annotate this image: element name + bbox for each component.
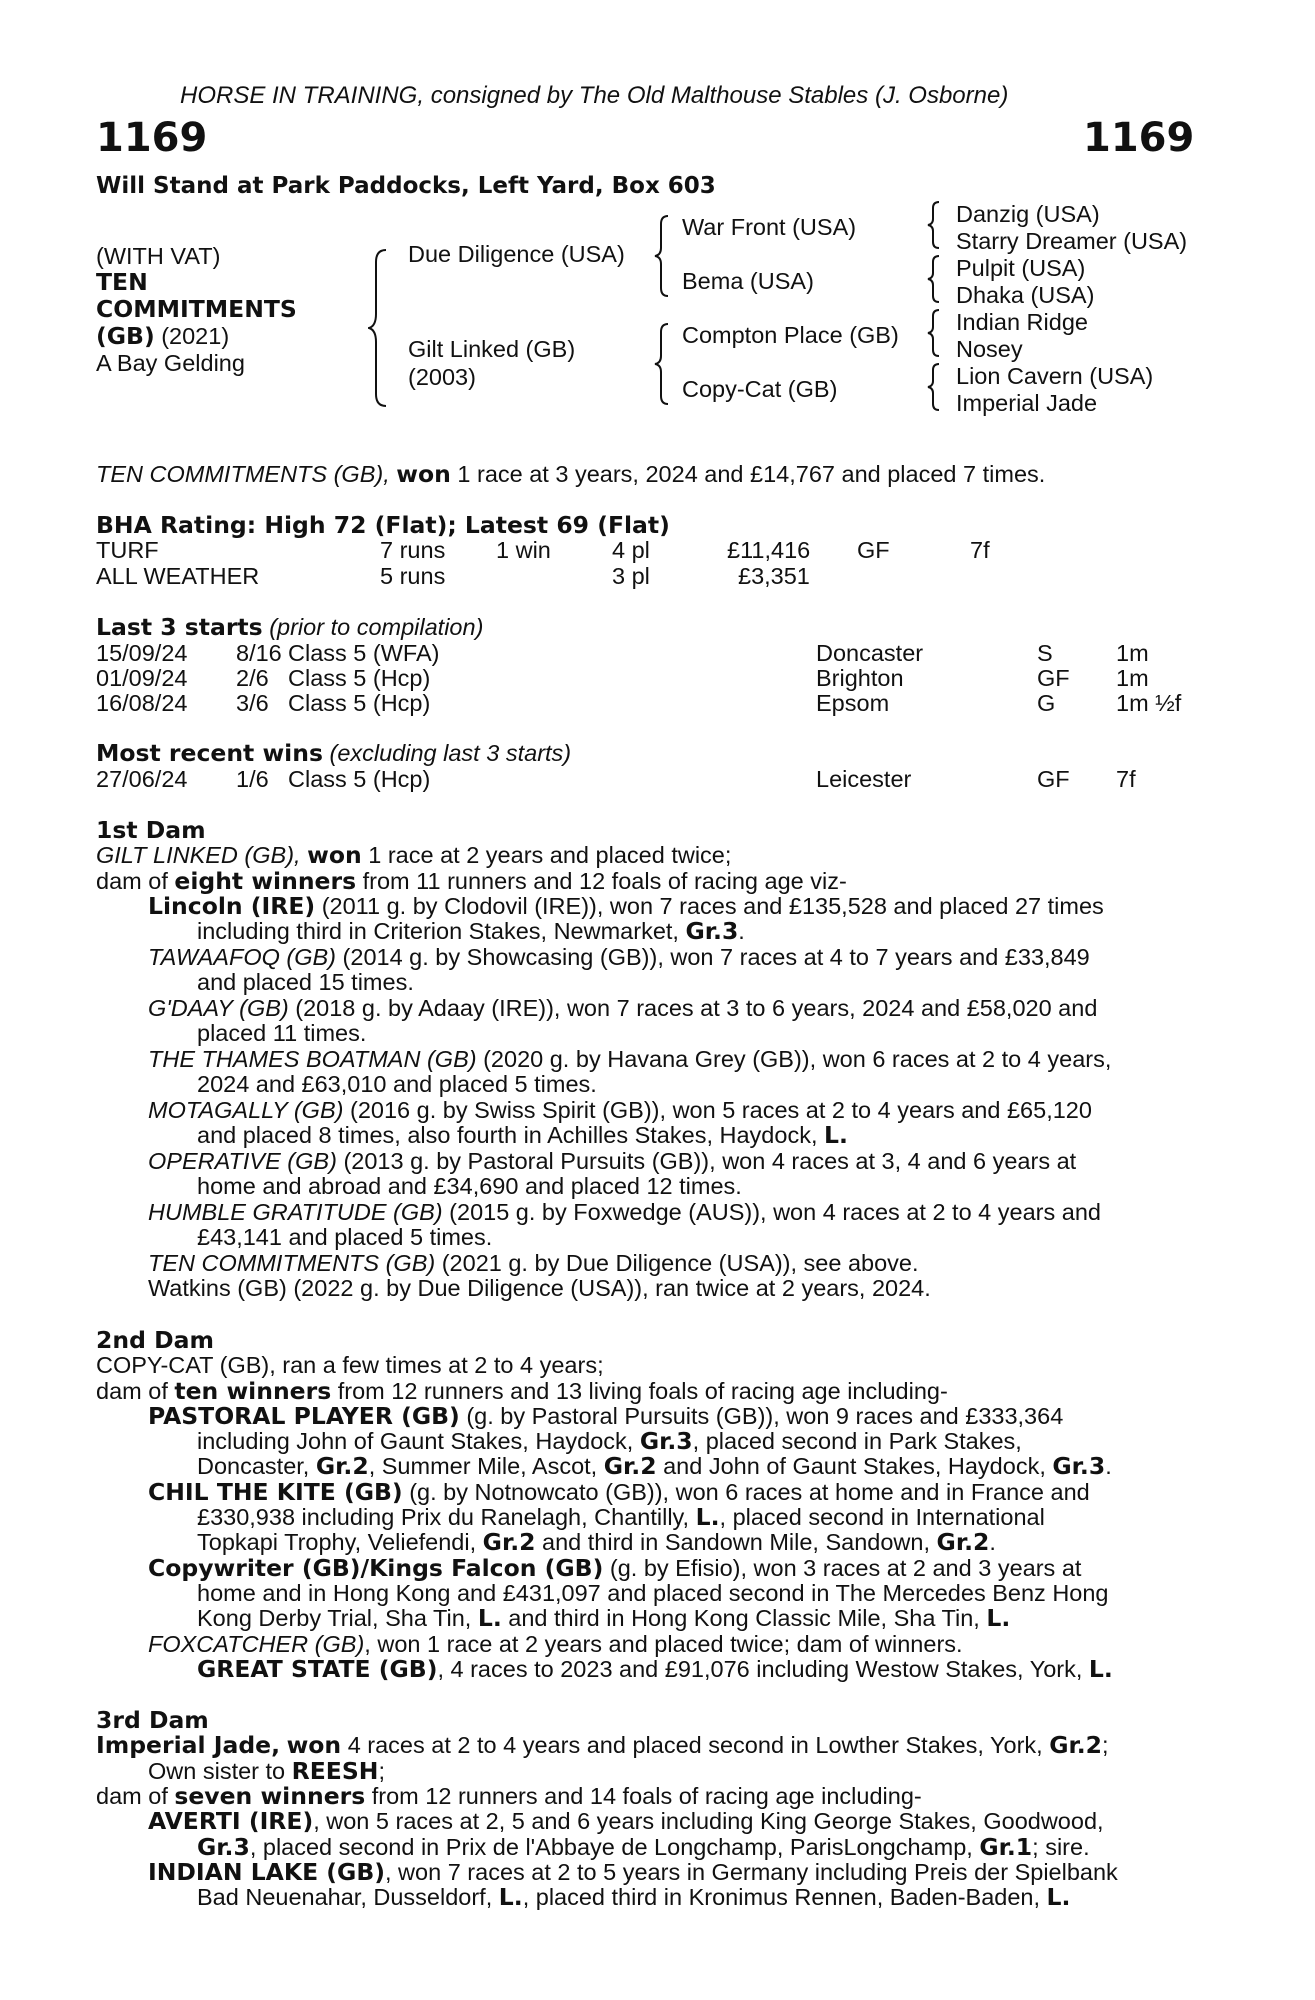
- grade: Gr.2: [603, 1452, 657, 1480]
- win-position: 1/6: [236, 766, 269, 792]
- list-item-cont: [197, 1605, 1010, 1631]
- progeny-record: (2011 g. by Clodovil (IRE)), won 7 races and £135,528 and placed 27 times: [321, 893, 1104, 919]
- pedigree-brace-sd: [927, 254, 941, 304]
- progeny-name: TAWAAFOQ (GB): [148, 944, 337, 970]
- progeny-name: THE THAMES BOATMAN (GB): [148, 1046, 477, 1072]
- dam1-line1: [96, 842, 731, 868]
- win-distance: 7f: [1116, 766, 1136, 792]
- list-item: [148, 1859, 1118, 1885]
- start-going: GF: [1037, 665, 1070, 691]
- punct: ;: [1102, 1732, 1109, 1758]
- dam3-line3: [96, 1783, 922, 1809]
- progeny-name: OPERATIVE (GB): [148, 1148, 337, 1174]
- progeny-record: (2013 g. by Pastoral Pursuits (GB)), won 4 races at 3, 4 and 6 years at: [343, 1148, 1077, 1174]
- progeny-name: FOXCATCHER (GB): [148, 1631, 365, 1657]
- pedigree-dam-sire: Compton Place (GB): [682, 322, 899, 348]
- progeny-name: PASTORAL PLAYER (GB): [148, 1402, 460, 1430]
- list-item: Watkins (GB) (2022 g. by Due Diligence (USA)), ran twice at 2 years, 2024.: [148, 1275, 931, 1301]
- dam1-runners: from 11 runners and 12 foals of racing age viz-: [362, 868, 847, 894]
- list-item: [148, 1097, 1092, 1123]
- list-item-cont: [197, 1428, 1022, 1454]
- pedigree-dam-dam: Copy-Cat (GB): [682, 376, 838, 402]
- progeny-name: CHIL THE KITE (GB): [148, 1478, 403, 1506]
- text: Doncaster,: [197, 1453, 310, 1479]
- race-summary: [96, 461, 1045, 487]
- list-item: [148, 995, 1097, 1021]
- grade: Gr.1: [979, 1833, 1033, 1861]
- text: , placed second in Prix de l'Abbaye de Longchamp, ParisLongchamp,: [249, 1834, 973, 1860]
- list-item: [148, 1046, 1111, 1072]
- text: Topkapi Trophy, Veliefendi,: [197, 1529, 477, 1555]
- progeny-name: GREAT STATE (GB): [197, 1655, 438, 1683]
- pedigree-brace-ds: [927, 308, 941, 358]
- horse-name-line3: [96, 323, 229, 349]
- list-item: [148, 1631, 963, 1657]
- progeny-name: Lincoln (IRE): [148, 892, 316, 920]
- start-position: 3/6: [236, 690, 269, 716]
- pedigree-sds: Pulpit (USA): [956, 255, 1086, 281]
- rating-wins: 1 win: [496, 537, 551, 563]
- start-date: 16/08/24: [96, 690, 188, 716]
- rating-money: £3,351: [738, 563, 810, 589]
- dam2-damof: dam of: [96, 1378, 168, 1404]
- text: , placed second in International: [719, 1504, 1045, 1530]
- progeny-record: (2014 g. by Showcasing (GB)), won 7 races at 4 to 7 years and £33,849: [342, 944, 1090, 970]
- dam3-title: 3rd Dam: [96, 1706, 209, 1734]
- progeny-record: (2016 g. by Swiss Spirit (GB)), won 5 races at 2 to 4 years and £65,120: [350, 1097, 1092, 1123]
- list-item-cont: [197, 1529, 996, 1555]
- list-item-cont: [197, 1834, 1090, 1860]
- grade: Gr.3: [639, 1427, 693, 1455]
- rating-surface: ALL WEATHER: [96, 563, 260, 589]
- win-going: GF: [1037, 766, 1070, 792]
- dam2-line2: [96, 1378, 948, 1404]
- list-item: [148, 893, 1104, 919]
- bha-rating-title: BHA Rating: High 72 (Flat); Latest 69 (Flat): [96, 511, 670, 539]
- progeny-name: G'DAAY (GB): [148, 995, 289, 1021]
- grade: Gr.3: [685, 917, 739, 945]
- start-going: G: [1037, 690, 1056, 716]
- dam3-line1: [96, 1732, 1109, 1758]
- pedigree-brace-dd: [927, 362, 941, 412]
- list-item-cont: [197, 1504, 1045, 1530]
- grade: Gr.2: [315, 1452, 369, 1480]
- grade: L.: [1046, 1883, 1071, 1911]
- list-item-cont: [197, 1453, 1112, 1479]
- list-item-cont: [197, 1122, 848, 1148]
- pedigree-brace-dam: [654, 322, 670, 406]
- punct: ;: [378, 1758, 385, 1784]
- progeny-record: (2021 g. by Due Diligence (USA)), see above.: [441, 1250, 919, 1276]
- start-date: 01/09/24: [96, 665, 188, 691]
- win-class: Class 5 (Hcp): [288, 766, 431, 792]
- start-distance: 1m ½f: [1116, 690, 1182, 716]
- grade: Gr.2: [482, 1528, 536, 1556]
- rating-places: 3 pl: [612, 563, 650, 589]
- dam2-runners: from 12 runners and 13 living foals of racing age including-: [337, 1378, 948, 1404]
- progeny-record: (g. by Pastoral Pursuits (GB)), won 9 races and £333,364: [466, 1403, 1064, 1429]
- recent-wins-heading: [96, 740, 571, 766]
- summary-won: won: [396, 460, 451, 488]
- grade: L.: [824, 1121, 848, 1149]
- start-class: Class 5 (Hcp): [288, 690, 431, 716]
- pedigree-ddd: Imperial Jade: [956, 390, 1098, 416]
- consignment-line: HORSE IN TRAINING, consigned by The Old Malthouse Stables (J. Osborne): [180, 82, 1009, 109]
- win-course: Leicester: [816, 766, 912, 792]
- lot-number-left: 1169: [96, 115, 208, 161]
- list-item: [148, 1479, 1090, 1505]
- rating-money: £11,416: [727, 537, 811, 563]
- text: Bad Neuenahar, Dusseldorf,: [197, 1884, 493, 1910]
- last3-heading: [96, 614, 483, 640]
- rating-distance: 7f: [970, 537, 990, 563]
- pedigree-brace-main: [368, 248, 388, 408]
- list-item-cont: [197, 1884, 1070, 1910]
- horse-description: A Bay Gelding: [96, 350, 245, 376]
- dam1-won: won: [307, 841, 362, 869]
- dam1-damof: dam of: [96, 868, 168, 894]
- text: ; sire.: [1032, 1834, 1090, 1860]
- dam2-title: 2nd Dam: [96, 1326, 214, 1354]
- progeny-record: (g. by Efisio), won 3 races at 2 and 3 years at: [609, 1555, 1082, 1581]
- pedigree-brace-sire: [654, 214, 670, 298]
- pedigree-sire-sire: War Front (USA): [682, 214, 857, 240]
- pedigree-ssd: Starry Dreamer (USA): [956, 228, 1188, 254]
- text: Kong Derby Trial, Sha Tin,: [197, 1605, 472, 1631]
- list-item-cont: [197, 918, 745, 944]
- dam3-damof: dam of: [96, 1783, 168, 1809]
- pedigree-dam: Gilt Linked (GB): [408, 336, 576, 362]
- horse-country: (GB): [96, 322, 155, 350]
- text: including John of Gaunt Stakes, Haydock,: [197, 1428, 634, 1454]
- progeny-record: , won 5 races at 2, 5 and 6 years including King George Stakes, Goodwood,: [313, 1808, 1104, 1834]
- start-going: S: [1037, 640, 1053, 666]
- text: , placed second in Park Stakes,: [692, 1428, 1022, 1454]
- start-position: 2/6: [236, 665, 269, 691]
- dam3-winners: seven winners: [174, 1782, 366, 1810]
- rating-runs: 7 runs: [380, 537, 446, 563]
- list-item: [148, 1808, 1104, 1834]
- progeny-record: , won 1 race at 2 years and placed twice; dam of winners.: [364, 1631, 963, 1657]
- horse-name-line1: TEN: [96, 268, 148, 296]
- rating-places: 4 pl: [612, 537, 650, 563]
- stand-location: Will Stand at Park Paddocks, Left Yard, Box 603: [96, 173, 716, 199]
- start-class: Class 5 (WFA): [288, 640, 440, 666]
- progeny-name: INDIAN LAKE (GB): [148, 1858, 385, 1886]
- grade: L.: [986, 1604, 1011, 1632]
- text: , placed third in Kronimus Rennen, Baden-Baden,: [522, 1884, 1041, 1910]
- list-item-cont: placed 11 times.: [197, 1020, 367, 1046]
- progeny-record: (2020 g. by Havana Grey (GB)), won 6 races at 2 to 4 years,: [483, 1046, 1112, 1072]
- list-item-cont: and placed 15 times.: [197, 969, 414, 995]
- dam1-name: GILT LINKED (GB),: [96, 842, 301, 868]
- list-item: [197, 1656, 1113, 1682]
- summary-name: TEN COMMITMENTS (GB),: [96, 461, 390, 487]
- vat-note: (WITH VAT): [96, 243, 221, 269]
- pedigree-sdd: Dhaka (USA): [956, 282, 1095, 308]
- punct: .: [738, 918, 745, 944]
- progeny-record: , won 7 races at 2 to 5 years in Germany including Preis der Spielbank: [385, 1859, 1118, 1885]
- text: and John of Gaunt Stakes, Haydock,: [663, 1453, 1046, 1479]
- progeny-record: , 4 races to 2023 and £91,076 including Westow Stakes, York,: [437, 1656, 1083, 1682]
- progeny-record-cont: and placed 8 times, also fourth in Achilles Stakes, Haydock,: [197, 1122, 818, 1148]
- win-date: 27/06/24: [96, 766, 188, 792]
- grade: L.: [477, 1604, 502, 1632]
- dam3-name: Imperial Jade,: [96, 1731, 281, 1759]
- start-distance: 1m: [1116, 640, 1149, 666]
- dam2-line1: COPY-CAT (GB), ran a few times at 2 to 4 years;: [96, 1352, 604, 1378]
- sibling-name: REESH: [291, 1757, 379, 1785]
- dam3-line2: [148, 1758, 385, 1784]
- list-item: [148, 1403, 1063, 1429]
- rating-runs: 5 runs: [380, 563, 446, 589]
- start-course: Epsom: [816, 690, 890, 716]
- grade: Gr.3: [197, 1833, 250, 1861]
- start-distance: 1m: [1116, 665, 1149, 691]
- recent-note: (excluding last 3 starts): [329, 740, 572, 766]
- start-position: 8/16: [236, 640, 282, 666]
- punct: .: [1105, 1453, 1112, 1479]
- grade: L.: [498, 1883, 523, 1911]
- text: , Summer Mile, Ascot,: [368, 1453, 598, 1479]
- list-item: [148, 1250, 919, 1276]
- progeny-name: MOTAGALLY (GB): [148, 1097, 344, 1123]
- list-item-cont: home and in Hong Kong and £431,097 and placed second in The Mercedes Benz Hong: [197, 1580, 1109, 1606]
- pedigree-dam-year: (2003): [408, 364, 476, 390]
- pedigree-sss: Danzig (USA): [956, 201, 1100, 227]
- progeny-record-cont: including third in Criterion Stakes, Newmarket,: [197, 918, 679, 944]
- pedigree-dsd: Nosey: [956, 336, 1023, 362]
- last3-note: (prior to compilation): [269, 614, 484, 640]
- pedigree-brace-ss: [927, 200, 941, 250]
- pedigree-dds: Lion Cavern (USA): [956, 363, 1154, 389]
- start-course: Brighton: [816, 665, 904, 691]
- lot-number-right: 1169: [1083, 115, 1195, 161]
- progeny-record: (2015 g. by Foxwedge (AUS)), won 4 races at 2 to 4 years and: [449, 1199, 1101, 1225]
- grade: Gr.3: [1052, 1452, 1106, 1480]
- pedigree-sire-dam: Bema (USA): [682, 268, 814, 294]
- dam3-won: won: [286, 1731, 342, 1759]
- last3-title: Last 3 starts: [96, 613, 263, 641]
- punct: .: [989, 1529, 996, 1555]
- list-item: [148, 1555, 1081, 1581]
- text: Own sister to: [148, 1758, 286, 1784]
- grade: L.: [695, 1503, 720, 1531]
- text: £330,938 including Prix du Ranelagh, Chantilly,: [197, 1504, 690, 1530]
- dam1-winners: eight winners: [174, 867, 357, 895]
- rating-going: GF: [857, 537, 890, 563]
- start-date: 15/09/24: [96, 640, 188, 666]
- recent-title: Most recent wins: [96, 739, 323, 767]
- start-course: Doncaster: [816, 640, 924, 666]
- summary-rest: 1 race at 3 years, 2024 and £14,767 and placed 7 times.: [457, 461, 1046, 487]
- list-item-cont: 2024 and £63,010 and placed 5 times.: [197, 1071, 597, 1097]
- grade: Gr.2: [1049, 1731, 1103, 1759]
- start-class: Class 5 (Hcp): [288, 665, 431, 691]
- list-item: [148, 1199, 1101, 1225]
- grade: L.: [1088, 1655, 1113, 1683]
- rating-surface: TURF: [96, 537, 159, 563]
- list-item-cont: home and abroad and £34,690 and placed 12 times.: [197, 1173, 742, 1199]
- dam1-line2: [96, 868, 847, 894]
- progeny-name: TEN COMMITMENTS (GB): [148, 1250, 436, 1276]
- dam1-title: 1st Dam: [96, 816, 206, 844]
- text: and third in Sandown Mile, Sandown,: [542, 1529, 931, 1555]
- pedigree-dss: Indian Ridge: [956, 309, 1088, 335]
- horse-name-line2: COMMITMENTS: [96, 295, 297, 323]
- horse-year: (2021): [161, 323, 230, 349]
- progeny-record: (2018 g. by Adaay (IRE)), won 7 races at 3 to 6 years, 2024 and £58,020 and: [295, 995, 1098, 1021]
- list-item-cont: £43,141 and placed 5 times.: [197, 1224, 493, 1250]
- dam2-winners: ten winners: [174, 1377, 332, 1405]
- progeny-name: AVERTI (IRE): [148, 1807, 314, 1835]
- dam1-record: 1 race at 2 years and placed twice;: [368, 842, 732, 868]
- pedigree-sire: Due Diligence (USA): [408, 241, 625, 267]
- dam3-record: 4 races at 2 to 4 years and placed second in Lowther Stakes, York,: [347, 1732, 1043, 1758]
- list-item: [148, 1148, 1076, 1174]
- progeny-record: (g. by Notnowcato (GB)), won 6 races at home and in France and: [409, 1479, 1090, 1505]
- dam3-runners: from 12 runners and 14 foals of racing age including-: [371, 1783, 922, 1809]
- progeny-name: Copywriter (GB)/Kings Falcon (GB): [148, 1554, 604, 1582]
- list-item: [148, 944, 1090, 970]
- grade: Gr.2: [936, 1528, 990, 1556]
- progeny-name: HUMBLE GRATITUDE (GB): [148, 1199, 443, 1225]
- text: and third in Hong Kong Classic Mile, Sha Tin,: [508, 1605, 980, 1631]
